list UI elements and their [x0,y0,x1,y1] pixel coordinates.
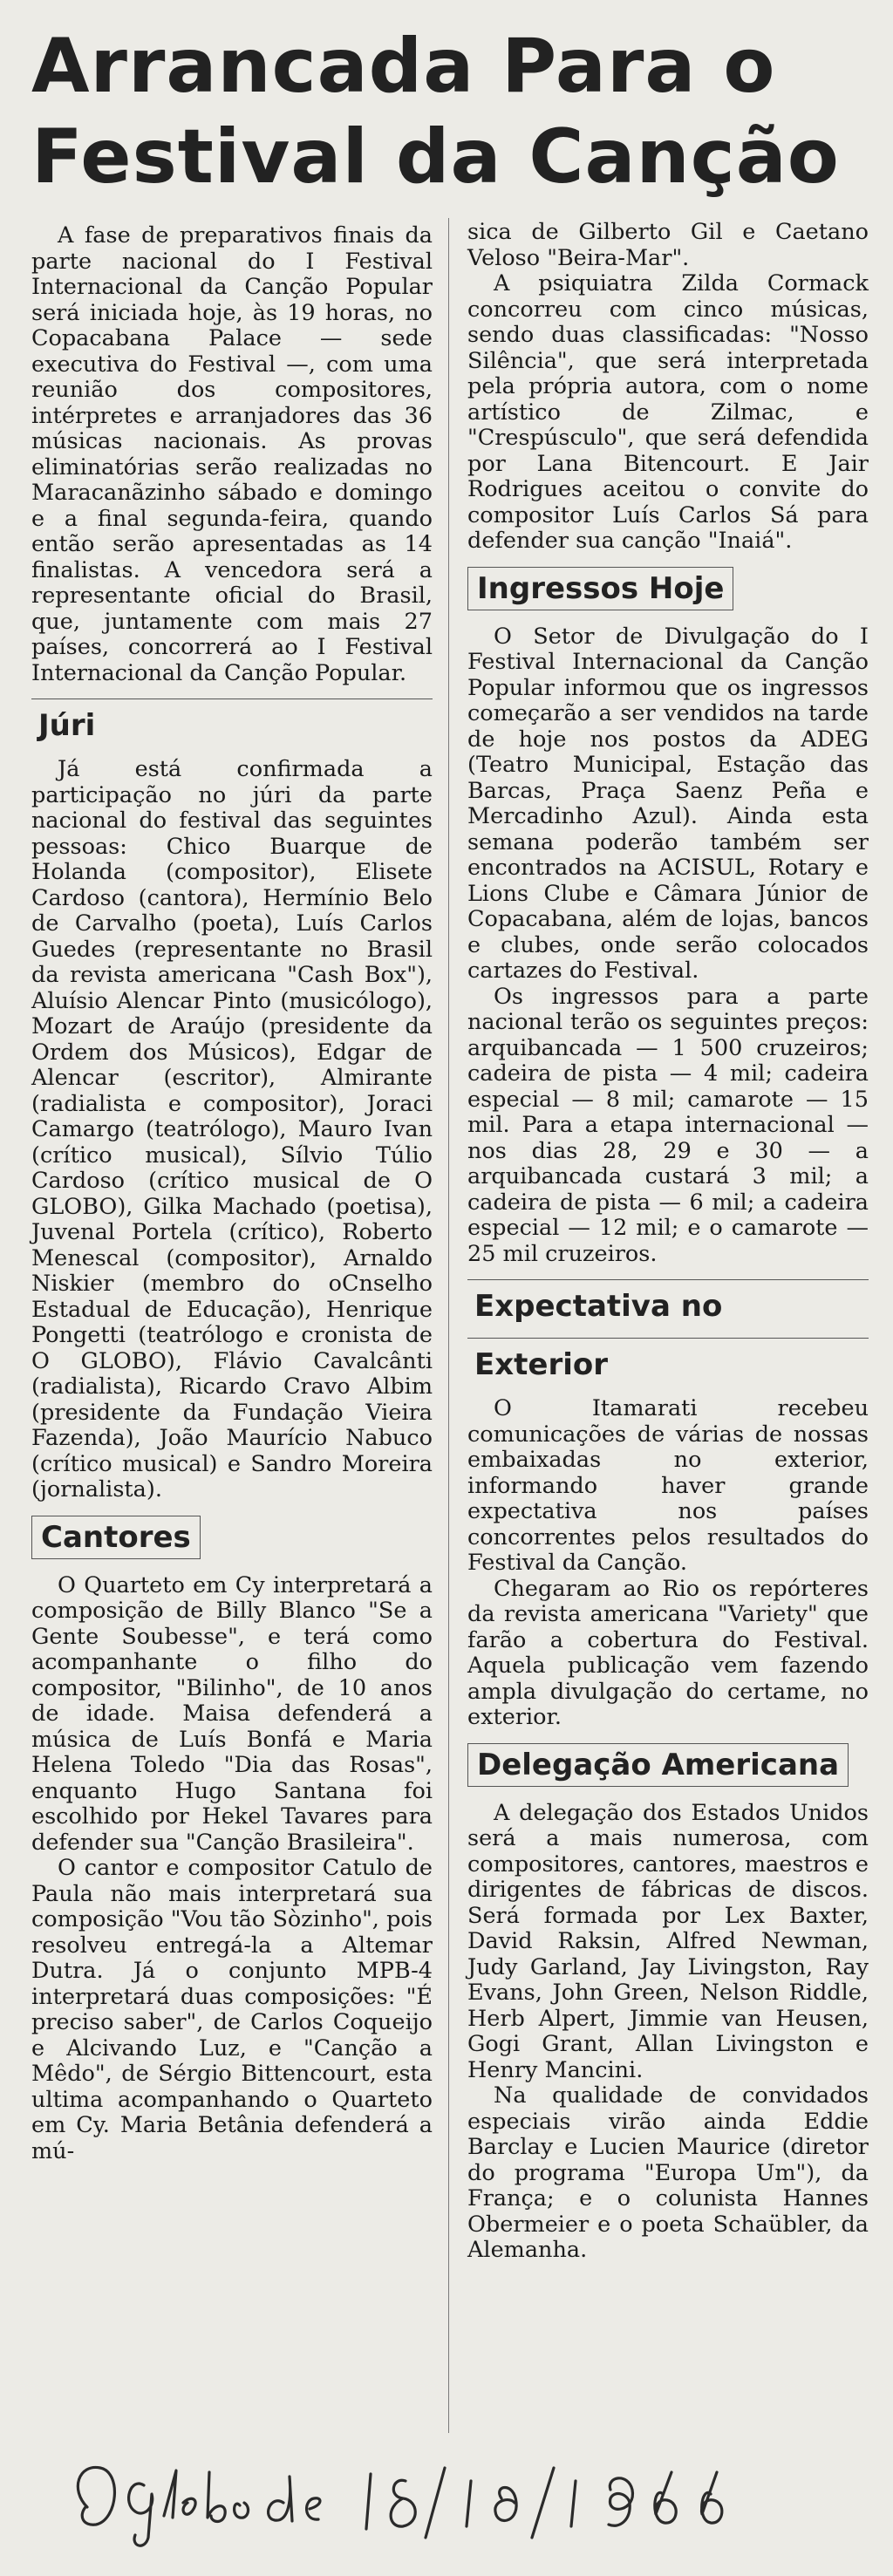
exterior-heading: Exterior [467,1338,869,1382]
intro-paragraph: A fase de preparativos finais da parte nacional do I Festival Internacional da Canção Popular será iniciada hoje, às 19 horas, no Copacabana Palace — sede executiva do Festival —, com uma reunião dos compositores, intérpretes e arranjadores das 36 músicas nacionais. As provas eliminatórias serão realizadas no Maracanãzinho sábado e domingo e a final segunda-feira, quando então serão apresentadas as 14 finalistas. A vencedora será a representante oficial do Brasil, que, juntamente com mais 27 países, concorrerá ao I Festival Internacional da Canção Popular. [31,222,433,686]
column-right [467,220,869,2264]
cantores-paragraph-2: O cantor e compositor Catulo de Paula não mais interpretará sua composição "Vou tão Sòzinho", pois resolveu entregá-la a Altemar Dutra. Já o conjunto MPB-4 interpretará duas composições: "É preciso saber", de Carlos Coqueijo e Alcivando Luz, e "Canção a Mêdo", de Sérgio Bittencourt, esta ultima acompanhando o Quarteto em Cy. Maria Betânia defenderá a mú- [31,1855,433,2164]
juri-heading: Júri [31,699,433,743]
cantores-heading: Cantores [31,1516,201,1559]
ingressos-paragraph-1: O Setor de Divulgação do I Festival Internacional da Canção Popular informou que os ingressos começarão a ser vendidos na tarde de hoje nos postos da ADEG (Teatro Municipal, Estação das Barcas, Praça Saenz Peña e Mercadinho Azul). Ainda esta semana poderão também ser encontrados na ACISUL, Rotary e Lions Clube e Câmara Júnior de Copacabana, além de lojas, bancos e clubes, onde serão colocados cartazes do Festival. [467,623,869,984]
delegacao-paragraph-2: Na qualidade de convidados especiais virão ainda Eddie Barclay e Lucien Maurice (diretor do programa "Europa Um"), da França; e o colunista Hannes Obermeier e o poeta Schaübler, da Alemanha. [467,2082,869,2263]
headline-line-2: Festival da Canção [31,113,840,201]
exterior-paragraph-1: O Itamarati recebeu comunicações de várias de nossas embaixadas no exterior, informando haver grande expectativa nos países concorrentes pelos resultados do Festival da Canção. [467,1395,869,1576]
delegacao-heading: Delegação Americana [467,1743,849,1787]
ingressos-heading: Ingressos Hoje [467,567,733,610]
cantores-paragraph-1: O Quarteto em Cy interpretará a composição de Billy Blanco "Se a Gente Soubesse", e terá como acompanhante o filho do compositor, "Bilinho", de 10 anos de idade. Maisa defenderá a música de Luís Bonfá e Maria Helena Toledo "Dia das Rosas", enquanto Hugo Santana foi escolhido por Hekel Tavares para defender sua "Canção Brasileira". [31,1571,433,1856]
headline [31,21,869,202]
juri-paragraph: Já está confirmada a participação no júri da parte nacional do festival das seguintes pessoas: Chico Buarque de Holanda (compositor), Elisete Cardoso (cantora), Hermínio Belo de Carvalho (poeta), Luís Carlos Guedes (representante no Brasil da revista americana "Cash Box"), Aluísio Alencar Pinto (musicólogo), Mozart de Araújo (presidente da Ordem dos Músicos), Edgar de Alencar (escritor), Almirante (radialista e compositor), Joraci Camargo (teatrólogo), Mauro Ivan (crítico musical), Sílvio Túlio Cardoso (crítico musical de O GLOBO), Gilka Machado (poetisa), Juvenal Portela (crítico), Roberto Menescal (compositor), Arnaldo Niskier (membro do oCnselho Estadual de Educação), Henrique Pongetti (teatrólogo e cronista de O GLOBO), Flávio Cavalcânti (radialista), Ricardo Cravo Albim (presidente da Fundação Vieira Fazenda), João Maurício Nabuco (crítico musical) e Sandro Moreira (jornalista). [31,756,433,1503]
expectativa-heading-line-1: Expectativa no [474,1289,723,1324]
exterior-paragraph-2: Chegaram ao Rio os repórteres da revista americana "Variety" que farão a cobertura do Festival. Aquela publicação vem fazendo ampla divulgação do certame, no exterior. [467,1575,869,1730]
column-divider [448,218,449,2433]
continued-text: sica de Gilberto Gil e Caetano Veloso "Beira-Mar". [467,219,869,271]
column-left [31,223,433,2164]
handwritten-signature [61,2455,759,2551]
headline-line-1: Arrancada Para o [31,23,776,110]
expectativa-heading [467,1279,869,1324]
zilda-paragraph: A psiquiatra Zilda Cormack concorreu com cinco músicas, sendo duas classificadas: "Nosso Silência", que será interpretada pela própria autora, com o nome artístico de Zilmac, e "Crespúsculo", que será defendida por Lana Bitencourt. E Jair Rodrigues aceitou o convite do compositor Luís Carlos Sá para defender sua canção "Inaiá". [467,270,869,554]
delegacao-paragraph-1: A delegação dos Estados Unidos será a mais numerosa, com compositores, cantores, maestros e dirigentes de fábricas de discos. Será formada por Lex Baxter, David Raksin, Alfred Newman, Judy Garland, Jay Livingston, Ray Evans, John Green, Nelson Riddle, Herb Alpert, Jimmie van Heusen, Gogi Grant, Allan Livingston e Henry Mancini. [467,1799,869,2083]
ingressos-paragraph-2: Os ingressos para a parte nacional terão os seguintes preços: arquibancada — 1 500 cruzeiros; cadeira de pista — 4 mil; cadeira especial — 8 mil; camarote — 15 mil. Para a etapa internacional — nos dias 28, 29 e 30 — a arquibancada custará 3 mil; a cadeira de pista — 6 mil; a cadeira especial — 12 mil; e o camarote — 25 mil cruzeiros. [467,983,869,1267]
